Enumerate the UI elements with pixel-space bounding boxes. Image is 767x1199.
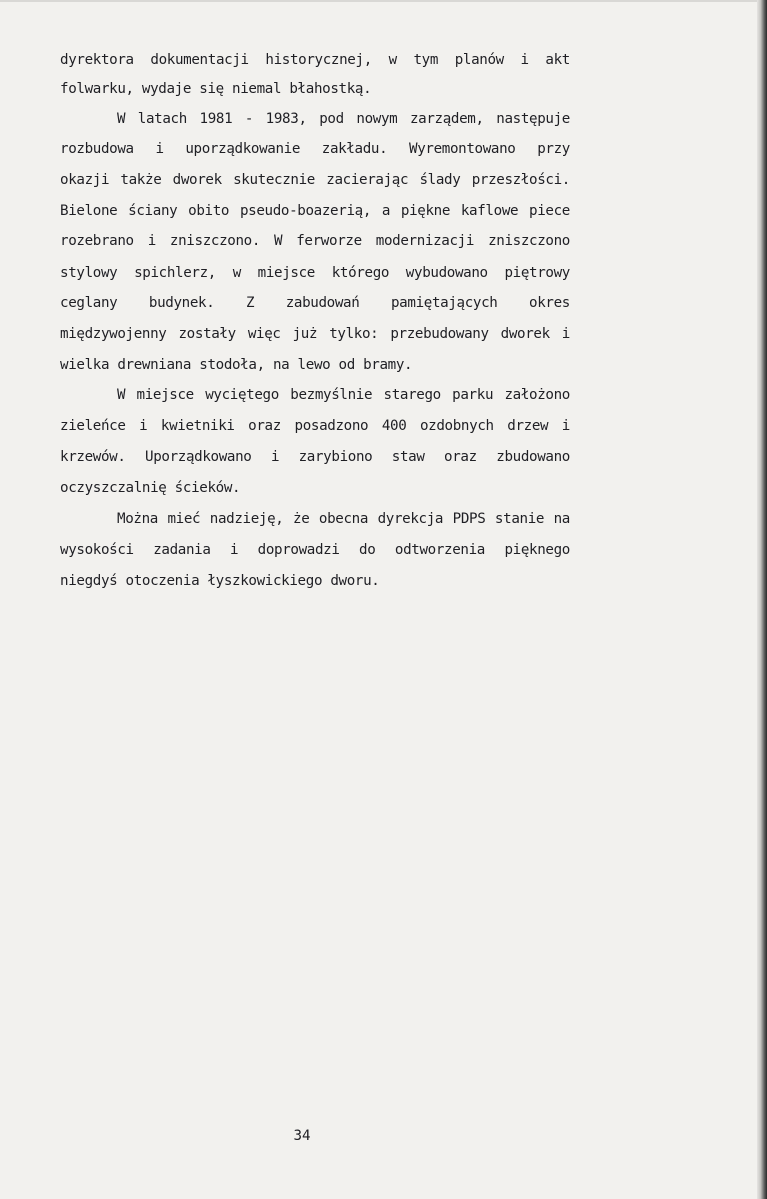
text-line: folwarku, wydaje się niemal błahostką. xyxy=(60,81,372,97)
text-line: ceglany budynek. Z zabudowań pamiętających okres xyxy=(60,295,570,311)
scan-top-edge xyxy=(0,0,757,2)
text-line: niegdyś otoczenia łyszkowickiego dworu. xyxy=(60,573,380,589)
text-line: W miejsce wyciętego bezmyślnie starego parku założono xyxy=(117,387,570,403)
text-line: wielka drewniana stodoła, na lewo od bramy. xyxy=(60,357,413,373)
page-number: 34 xyxy=(293,1128,311,1144)
text-line: rozbudowa i uporządkowanie zakładu. Wyremontowano przy xyxy=(60,141,570,157)
text-line: stylowy spichlerz, w miejsce którego wybudowano piętrowy xyxy=(60,265,570,281)
text-line: Bielone ściany obito pseudo-boazerią, a piękne kaflowe piece xyxy=(60,203,570,219)
text-line: W latach 1981 - 1983, pod nowym zarządem, następuje xyxy=(117,111,570,127)
text-line: Można mieć nadzieję, że obecna dyrekcja PDPS stanie na xyxy=(117,511,570,527)
text-line: zieleńce i kwietniki oraz posadzono 400 ozdobnych drzew i xyxy=(60,418,570,434)
text-line: rozebrano i zniszczono. W ferworze modernizacji zniszczono xyxy=(60,233,570,249)
text-line: dyrektora dokumentacji historycznej, w tym planów i akt xyxy=(60,52,570,68)
text-line: wysokości zadania i doprowadzi do odtworzenia pięknego xyxy=(60,542,570,558)
text-line: oczyszczalnię ścieków. xyxy=(60,480,241,496)
text-line: międzywojenny zostały więc już tylko: przebudowany dworek i xyxy=(60,326,570,342)
text-line: krzewów. Uporządkowano i zarybiono staw oraz zbudowano xyxy=(60,449,570,465)
text-line: okazji także dworek skutecznie zacierając ślady przeszłości. xyxy=(60,172,570,188)
scan-border xyxy=(757,0,767,1199)
